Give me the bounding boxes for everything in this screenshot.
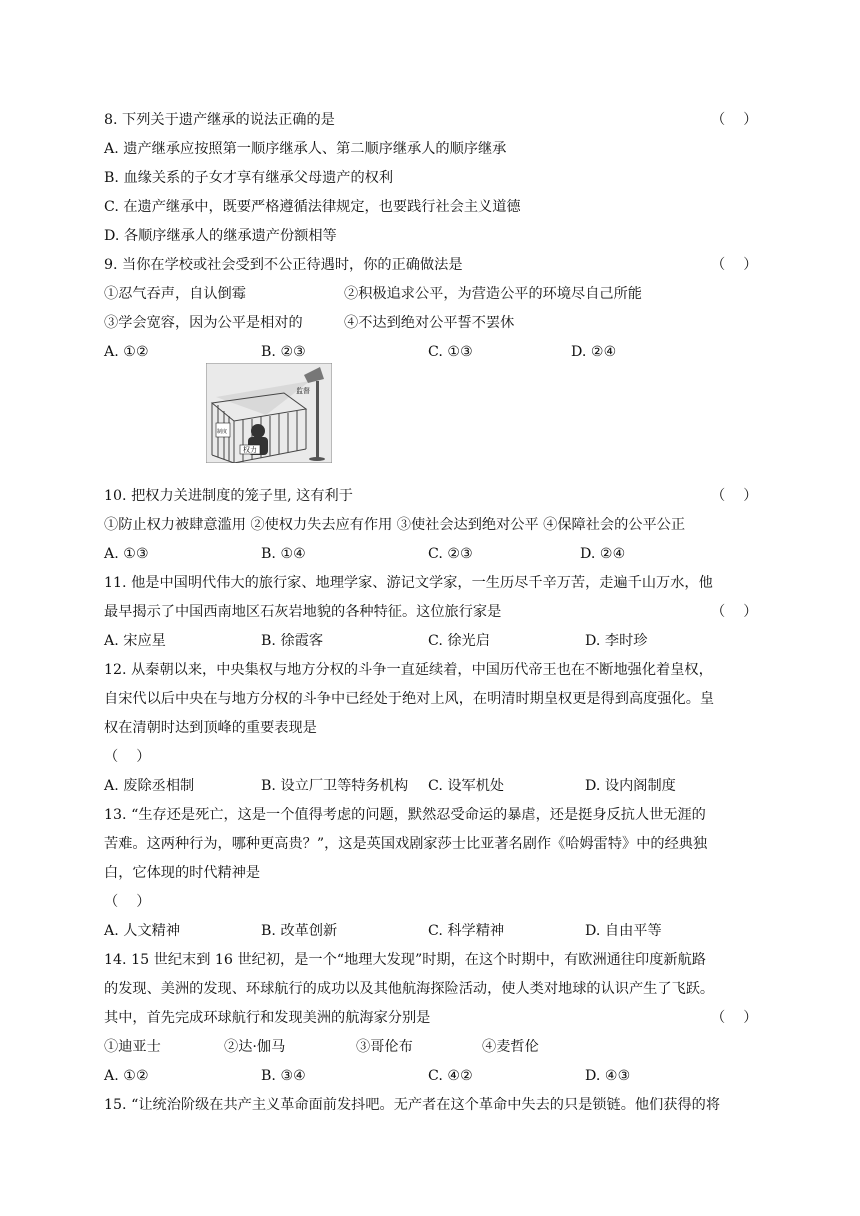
question-14-line-2: 的发现、美洲的发现、环球航行的成功以及其他航海探险活动，使人类对地球的认识产生了飞跃。 (104, 981, 715, 997)
label-supervision: 监督 (296, 387, 310, 395)
question-12-option-b: B. 设立厂卫等特务机构 (261, 778, 409, 794)
question-12-answer-blank: （ ） (104, 749, 151, 765)
question-14-statement-1: ①迪亚士 (104, 1039, 161, 1055)
question-11-option-b: B. 徐霞客 (261, 633, 324, 649)
question-14-line-3: 其中，首先完成环球航行和发现美洲的航海家分别是 (104, 1010, 431, 1026)
question-9-answer-blank: （ ） (711, 257, 758, 273)
question-13-line-1: 13. “生存还是死亡，这是一个值得考虑的问题，默然忍受命运的暴虐，还是挺身反抗人世无涯的 (104, 807, 706, 823)
question-9-option-d: D. ②④ (571, 344, 617, 360)
question-9-option-c: C. ①③ (428, 344, 473, 360)
question-10-option-c: C. ②③ (428, 546, 473, 562)
question-14-answer-blank: （ ） (711, 1010, 758, 1026)
question-10-answer-blank: （ ） (711, 488, 758, 504)
question-12-line-3: 权在清朝时达到顶峰的重要表现是 (104, 720, 317, 736)
question-12-option-c: C. 设军机处 (428, 778, 505, 794)
question-11-option-c: C. 徐光启 (428, 633, 490, 649)
question-14-statement-2: ②达·伽马 (224, 1039, 286, 1055)
question-9-statement-3: ③学会宽容，因为公平是相对的 (104, 315, 303, 331)
question-9-option-a: A. ①② (104, 344, 149, 360)
question-14-statement-4: ④麦哲伦 (482, 1039, 539, 1055)
question-8-option-b: B. 血缘关系的子女才享有继承父母遗产的权利 (104, 170, 394, 186)
question-14-option-d: D. ④③ (585, 1068, 631, 1084)
question-15-line-1: 15. “让统治阶级在共产主义革命面前发抖吧。无产者在这个革命中失去的只是锁链。他们获得的将 (104, 1097, 721, 1113)
question-14-statement-3: ③哥伦布 (356, 1039, 413, 1055)
question-12-line-1: 12. 从秦朝以来，中央集权与地方分权的斗争一直延续着，中国历代帝王也在不断地强化着皇权， (104, 662, 713, 678)
question-11-answer-blank: （ ） (711, 604, 758, 620)
question-13-line-2: 苦难。这两种行为，哪种更高贵？”，这是英国戏剧家莎士比亚著名剧作《哈姆雷特》中的经典独 (104, 836, 708, 852)
question-9-option-b: B. ②③ (261, 344, 306, 360)
question-13-option-b: B. 改革创新 (261, 923, 338, 939)
question-8-answer-blank: （ ） (711, 112, 758, 128)
question-12-option-a: A. 废除丞相制 (104, 778, 195, 794)
question-8-stem: 8. 下列关于遗产继承的说法正确的是 (104, 112, 335, 128)
question-10-stem: 10. 把权力关进制度的笼子里, 这有利于 (104, 488, 353, 504)
label-power: 权力 (243, 446, 257, 454)
question-8-option-a: A. 遗产继承应按照第一顺序继承人、第二顺序继承人的顺序继承 (104, 141, 507, 157)
question-10-option-d: D. ②④ (580, 546, 626, 562)
question-10-option-b: B. ①④ (261, 546, 306, 562)
question-13-option-a: A. 人文精神 (104, 923, 181, 939)
question-14-line-1: 14. 15 世纪末到 16 世纪初，是一个“地理大发现”时期，在这个时期中，有欧洲通往印度新航路 (104, 952, 706, 968)
question-8-option-d: D. 各顺序继承人的继承遗产份额相等 (104, 228, 337, 244)
question-13-option-d: D. 自由平等 (585, 923, 662, 939)
question-14-option-c: C. ④② (428, 1068, 473, 1084)
question-11-option-d: D. 李时珍 (585, 633, 648, 649)
power-cage-illustration (206, 363, 332, 463)
question-9-stem: 9. 当你在学校或社会受到不公正待遇时，你的正确做法是 (104, 257, 463, 273)
question-9-statement-4: ④不达到绝对公平誓不罢休 (344, 315, 515, 331)
question-10-option-a: A. ①③ (104, 546, 149, 562)
question-8-option-c: C. 在遗产继承中，既要严格遵循法律规定，也要践行社会主义道德 (104, 199, 521, 215)
label-system: 制度 (217, 429, 228, 435)
question-11-line-1: 11. 他是中国明代伟大的旅行家、地理学家、游记文学家，一生历尽千辛万苦，走遍千山万水，他 (104, 575, 713, 591)
question-10-statements: ①防止权力被肆意滥用 ②使权力失去应有作用 ③使社会达到绝对公平 ④保障社会的公平公正 (104, 517, 686, 533)
question-13-option-c: C. 科学精神 (428, 923, 505, 939)
question-12-line-2: 自宋代以后中央在与地方分权的斗争中已经处于绝对上风，在明清时期皇权更是得到高度强化。皇 (104, 691, 715, 707)
question-9-statement-1: ①忍气吞声，自认倒霉 (104, 286, 246, 302)
question-9-statement-2: ②积极追求公平，为营造公平的环境尽自己所能 (344, 286, 642, 302)
question-11-option-a: A. 宋应星 (104, 633, 166, 649)
question-13-line-3: 白，它体现的时代精神是 (104, 865, 261, 881)
question-11-line-2: 最早揭示了中国西南地区石灰岩地貌的各种特征。这位旅行家是 (104, 604, 502, 620)
question-12-option-d: D. 设内阁制度 (585, 778, 676, 794)
question-13-answer-blank: （ ） (104, 894, 151, 910)
question-14-option-a: A. ①② (104, 1068, 149, 1084)
question-14-option-b: B. ③④ (261, 1068, 306, 1084)
